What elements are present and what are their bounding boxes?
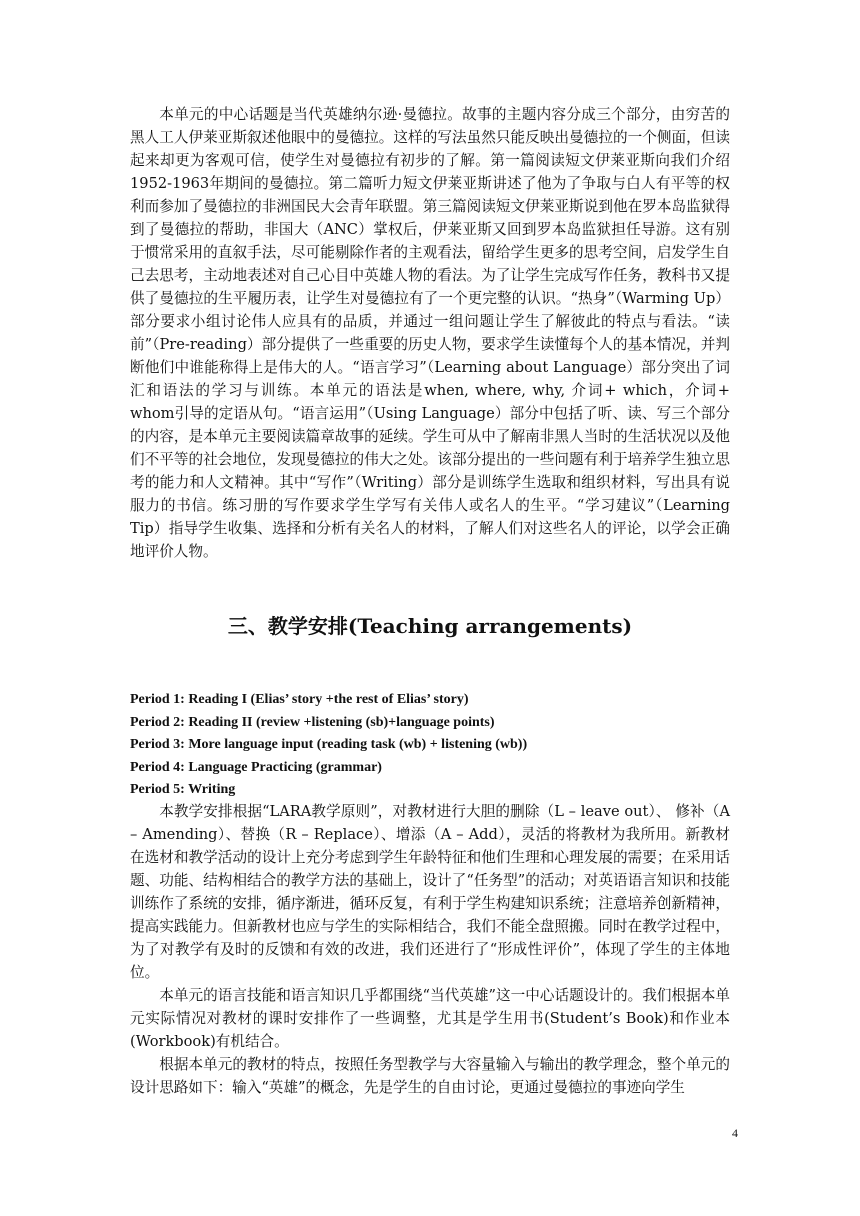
body-block	[130, 800, 730, 1099]
period-item: Period 1: Reading I (Elias’ story +the rest of Elias’ story)	[130, 692, 469, 707]
period-item: Period 3: More language input (reading task (wb) + listening (wb))	[130, 737, 528, 752]
period-list	[130, 689, 730, 802]
period-item: Period 4: Language Practicing (grammar)	[130, 759, 382, 775]
skills-paragraph: 本单元的语言技能和语言知识几乎都围绕“当代英雄”这一中心话题设计的。我们根据本单元实际情况对教材的课时安排作了一些调整，尤其是学生用书(Student’s Book)和作业本(Workbook)有机结合。	[130, 987, 730, 1050]
design-paragraph: 根据本单元的教材的特点，按照任务型教学与大容量输入与输出的教学理念，整个单元的设计思路如下：输入“英雄”的概念，先是学生的自由讨论，更通过曼德拉的事迹向学生	[130, 1056, 730, 1096]
period-item: Period 2: Reading II (review +listening (sb)+language points)	[130, 714, 495, 730]
intro-paragraph: 本单元的中心话题是当代英雄纳尔逊·曼德拉。故事的主题内容分成三个部分，由穷苦的黑人工人伊莱亚斯叙述他眼中的曼德拉。这样的写法虽然只能反映出曼德拉的一个侧面，但读起来却更为客观可信，使学生对曼德拉有初步的了解。第一篇阅读短文伊莱亚斯向我们介绍1952-1963年期间的曼德拉。第二篇听力短文伊莱亚斯讲述了他为了争取与白人有平等的权利而参加了曼德拉的非洲国民大会青年联盟。第三篇阅读短文伊莱亚斯说到他在罗本岛监狱得到了曼德拉的帮助，非国大（ANC）掌权后，伊莱亚斯又回到罗本岛监狱担任导游。这有别于惯常采用的直叙手法，尽可能剔除作者的主观看法，留给学生更多的思考空间，启发学生自己去思考，主动地表述对自己心目中英雄人物的看法。为了让学生完成写作任务，教科书又提供了曼德拉的生平履历表，让学生对曼德拉有了一个更完整的认识。“热身”（Warming Up）部分要求小组讨论伟人应具有的品质，并通过一组问题让学生了解彼此的特点与看法。“读前”（Pre-reading）部分提供了一些重要的历史人物，要求学生读懂每个人的基本情况，并判断他们中谁能称得上是伟大的人。“语言学习”（Learning about Language）部分突出了词汇和语法的学习与训练。本单元的语法是when, where, why, 介词+ which，介词+ whom引导的定语从句。“语言运用”（Using Language）部分中包括了听、读、写三个部分的内容，是本单元主要阅读篇章故事的延续。学生可从中了解南非黑人当时的生活状况以及他们不平等的社会地位，发现曼德拉的伟大之处。该部分提出的一些问题有利于培养学生独立思考的能力和人文精神。其中“写作”（Writing）部分是训练学生选取和组织材料，写出具有说服力的书信。练习册的写作要求学生学写有关伟人或名人的生平。“学习建议”（Learning Tip）指导学生收集、选择和分析有关名人的材料，了解人们对这些名人的评论，以学会正确地评价人物。	[130, 106, 730, 560]
section-heading: 三、教学安排(Teaching arrangements)	[227, 614, 633, 638]
period-item: Period 5: Writing	[130, 782, 236, 797]
intro-block	[130, 103, 730, 563]
page-number: 4	[732, 1126, 738, 1140]
lara-paragraph: 本教学安排根据“LARA教学原则”，对教材进行大胆的删除（L – leave out）、 修补（A – Amending）、替换（R – Replace）、增添（A – Add），灵活的将教材为我所用。新教材在选材和教学活动的设计上充分考虑到学生年龄特征和他们生理和心理发展的需要；在采用话题、功能、结构相结合的教学方法的基础上，设计了“任务型”的活动；对英语语言知识和技能训练作了系统的安排，循序渐进，循环反复，有利于学生构建知识系统；注意培养创新精神，提高实践能力。但新教材也应与学生的实际相结合，我们不能全盘照搬。同时在教学过程中，为了对教学有及时的反馈和有效的改进，我们还进行了“形成性评价”，体现了学生的主体地位。	[130, 803, 730, 981]
